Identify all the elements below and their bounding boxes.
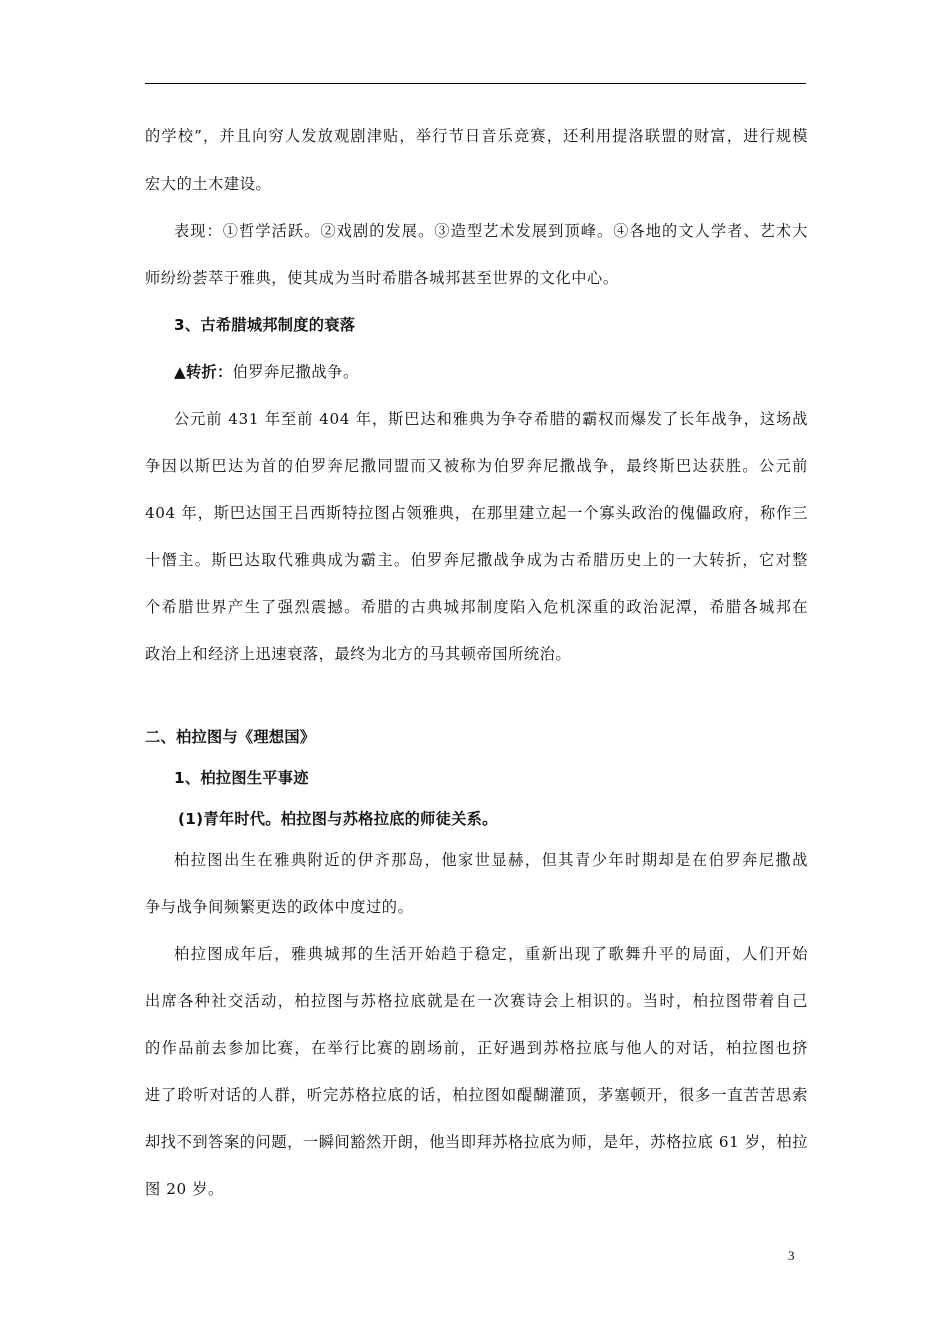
section-heading: 3、古希腊城邦制度的衰落 bbox=[174, 316, 356, 334]
text-line: 出席各种社交活动，柏拉图与苏格拉底就是在一次赛诗会上相识的。当时，柏拉图带着自己 bbox=[145, 992, 808, 1010]
text-line: 争与战争间频繁更迭的政体中度过的。 bbox=[145, 898, 414, 916]
text-line: 进了聆听对话的人群，听完苏格拉底的话，柏拉图如醍醐灌顶，茅塞顿开，很多一直苦苦思索 bbox=[145, 1086, 808, 1104]
text-line: 却找不到答案的问题，一瞬间豁然开朗，他当即拜苏格拉底为师，是年，苏格拉底 61 岁，柏拉 bbox=[145, 1133, 808, 1151]
text-line: 政治上和经济上迅速衰落，最终为北方的马其顿帝国所统治。 bbox=[145, 645, 572, 663]
text-line: 十僭主。斯巴达取代雅典成为霸主。伯罗奔尼撒战争成为古希腊历史上的一大转折，它对整 bbox=[145, 551, 808, 569]
text-line: 的学校”，并且向穷人发放观剧津贴，举行节日音乐竞赛，还利用提洛联盟的财富，进行规模 bbox=[145, 127, 808, 145]
text-line: 宏大的土木建设。 bbox=[145, 175, 272, 193]
chapter-heading: 二、柏拉图与《理想国》 bbox=[145, 728, 316, 746]
text-line: 表现：①哲学活跃。②戏剧的发展。③造型艺术发展到顶峰。④各地的文人学者、艺术大 bbox=[174, 222, 808, 240]
transition-text: 伯罗奔尼撒战争。 bbox=[232, 363, 359, 381]
text-line: 柏拉图成年后，雅典城邦的生活开始趋于稳定，重新出现了歌舞升平的局面，人们开始 bbox=[174, 945, 808, 963]
text-line: 师纷纷荟萃于雅典，使其成为当时希腊各城邦甚至世界的文化中心。 bbox=[145, 269, 619, 287]
transition-label: ▲转折： bbox=[174, 363, 233, 381]
transition-line bbox=[174, 362, 359, 382]
subsection-heading: (1)青年时代。柏拉图与苏格拉底的师徒关系。 bbox=[178, 810, 498, 828]
page-number: 3 bbox=[788, 1248, 795, 1263]
text-line: 柏拉图出生在雅典附近的伊齐那岛，他家世显赫，但其青少年时期却是在伯罗奔尼撒战 bbox=[174, 851, 808, 869]
text-line: 个希腊世界产生了强烈震撼。希腊的古典城邦制度陷入危机深重的政治泥潭，希腊各城邦在 bbox=[145, 598, 808, 616]
text-line: 公元前 431 年至前 404 年，斯巴达和雅典为争夺希腊的霸权而爆发了长年战争，这场战 bbox=[174, 410, 808, 428]
text-line: 404 年，斯巴达国王吕西斯特拉图占领雅典，在那里建立起一个寡头政治的傀儡政府，称作三 bbox=[145, 504, 808, 522]
text-line: 的作品前去参加比赛，在举行比赛的剧场前，正好遇到苏格拉底与他人的对话，柏拉图也挤 bbox=[145, 1039, 808, 1057]
section-heading: 1、柏拉图生平事迹 bbox=[174, 769, 309, 787]
header-rule bbox=[145, 83, 806, 84]
text-line: 争因以斯巴达为首的伯罗奔尼撒同盟而又被称为伯罗奔尼撒战争，最终斯巴达获胜。公元前 bbox=[145, 457, 808, 475]
text-line: 图 20 岁。 bbox=[145, 1180, 224, 1198]
